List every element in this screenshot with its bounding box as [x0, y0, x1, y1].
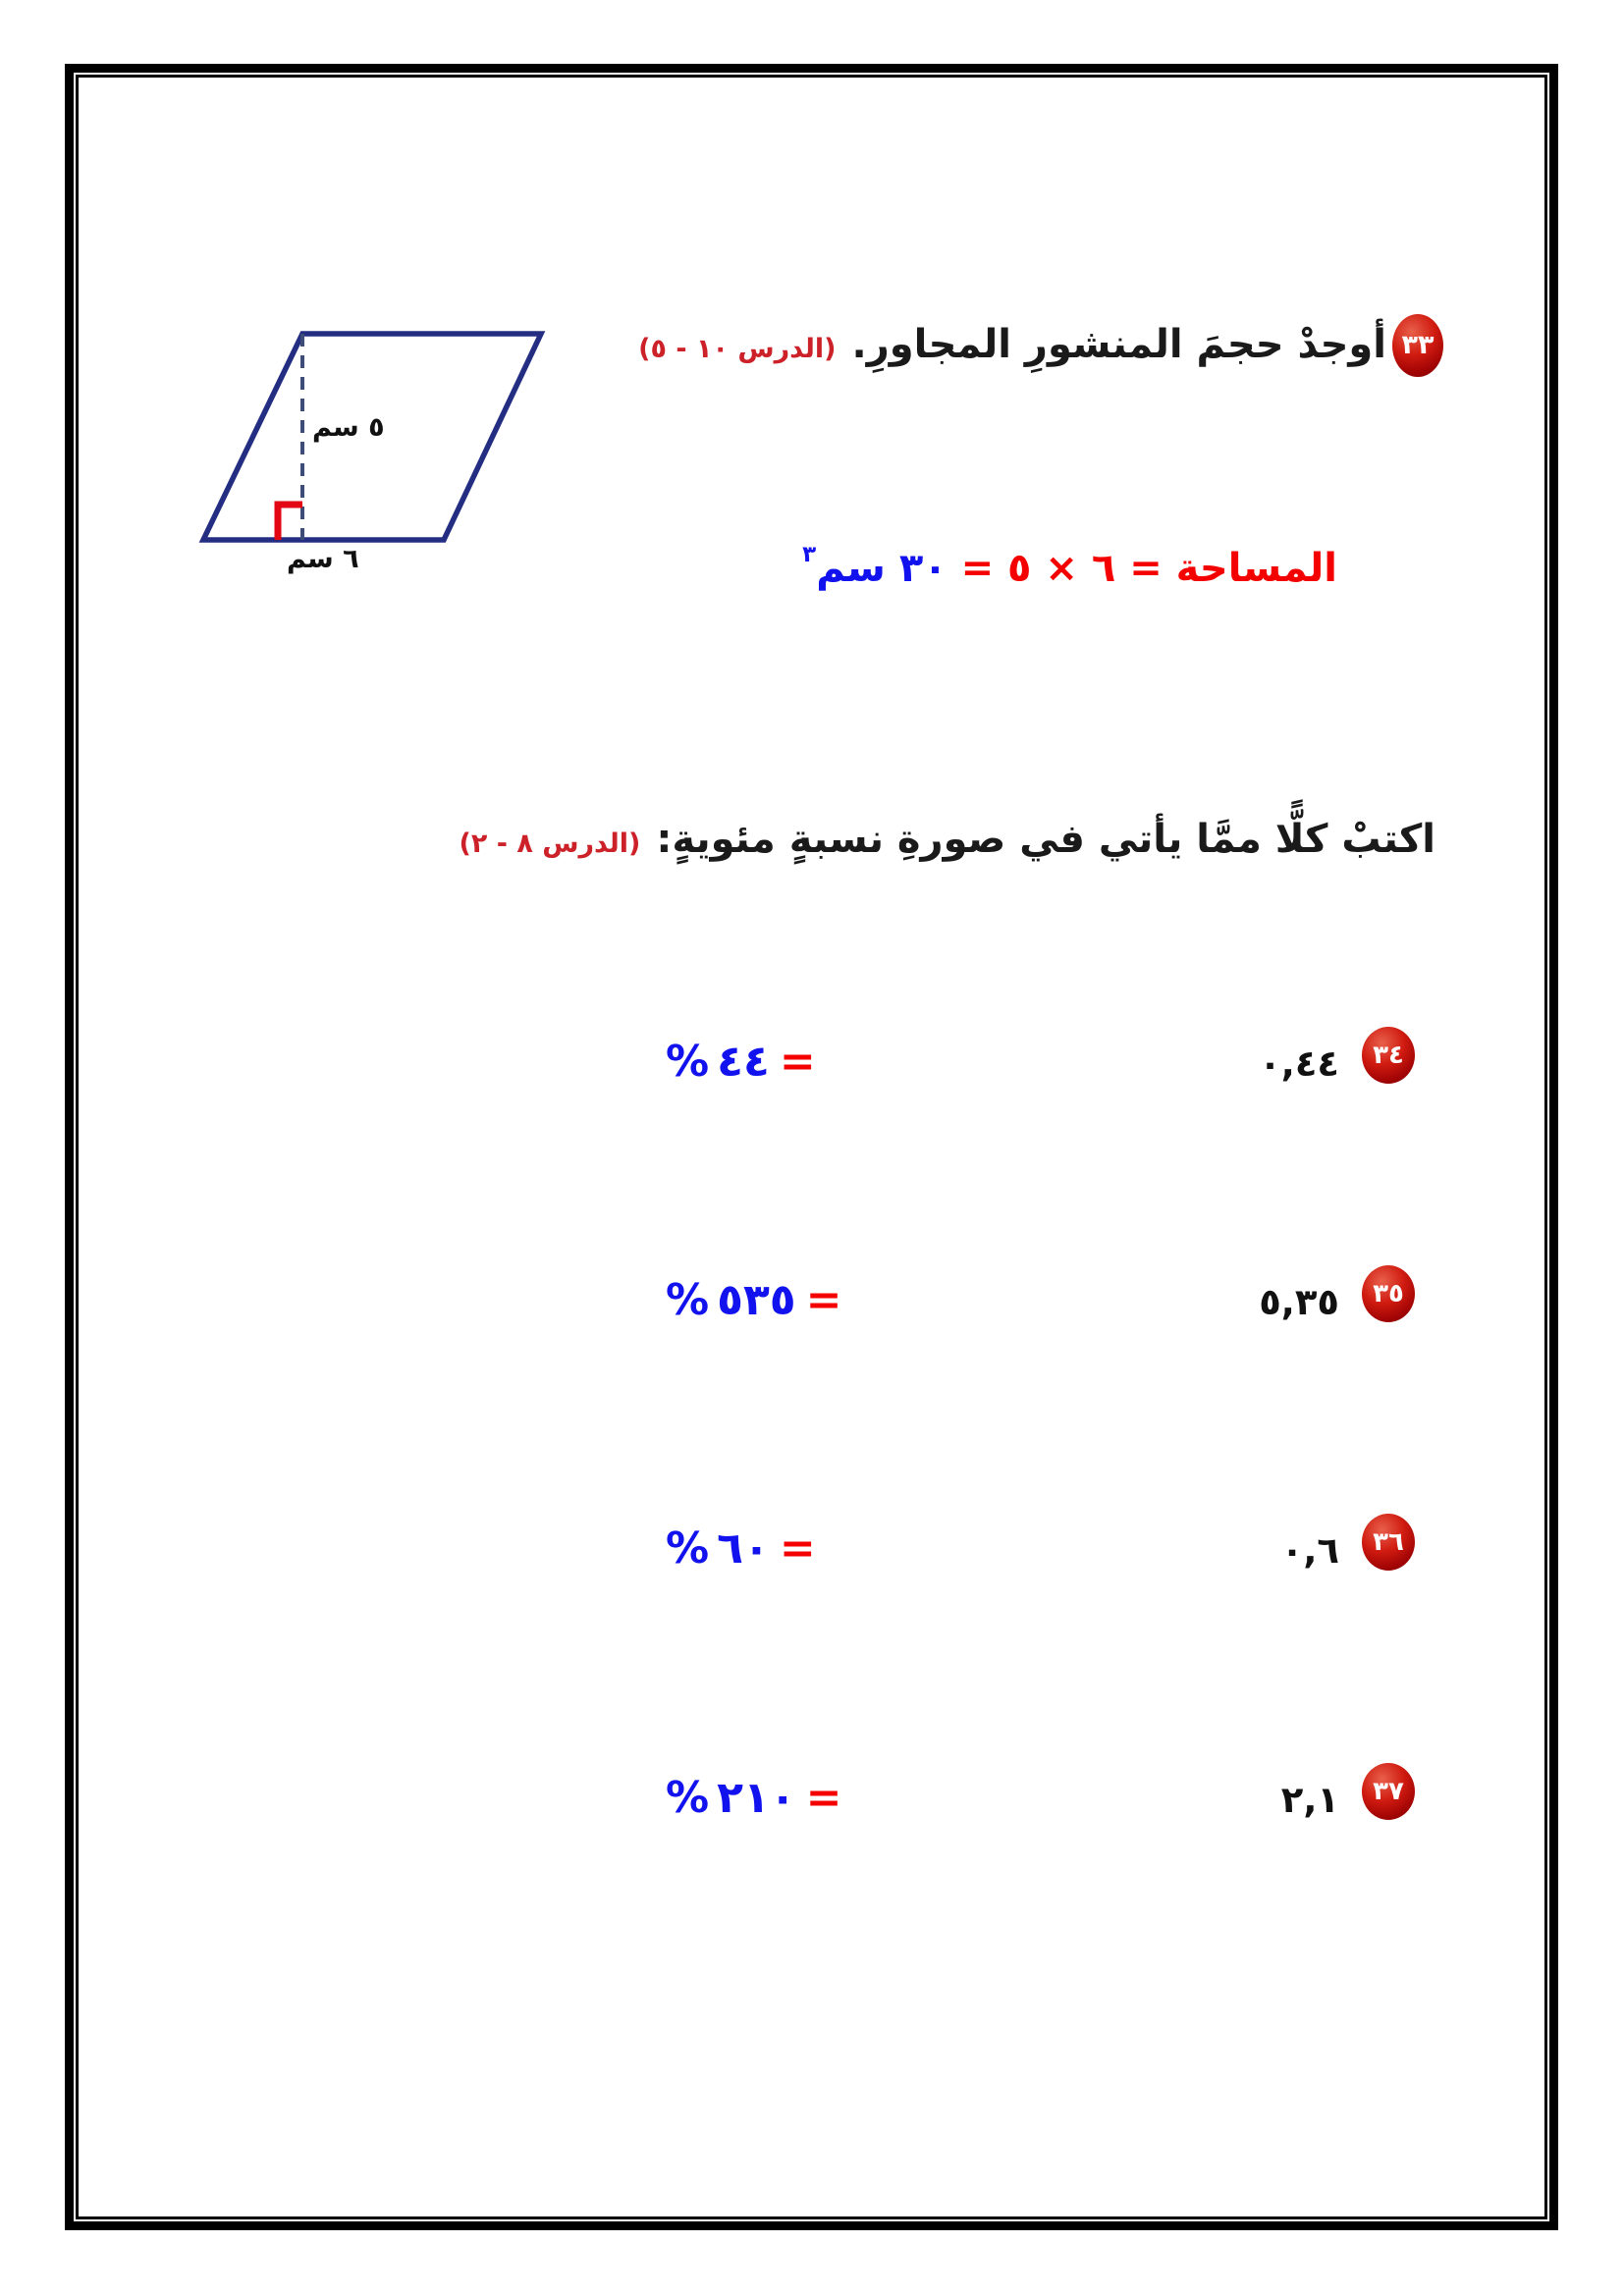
problem-answer [666, 1275, 846, 1325]
parallelogram-diagram [147, 294, 599, 618]
problem-number-badge: ٣٦ [1362, 1514, 1415, 1571]
problem-answer [666, 1773, 846, 1823]
percent-sign: % [666, 1037, 710, 1087]
answer-number: ٦٠ [717, 1523, 770, 1574]
problem-number-badge: ٣٧ [1362, 1763, 1415, 1820]
problem-answer [666, 1523, 820, 1574]
problem-row-35 [0, 1259, 1624, 1387]
equals-sign: = [805, 1773, 842, 1823]
equals-sign: = [805, 1275, 842, 1325]
answer-equation-red: المساحة = ٦ × ٥ = [960, 546, 1337, 591]
problem-33-question [638, 322, 1386, 367]
problem-value: ٥,٣٥ [1259, 1281, 1339, 1323]
percent-sign: % [666, 1523, 710, 1574]
problem-answer [666, 1037, 820, 1087]
equals-sign: = [779, 1037, 816, 1087]
problem-value: ٠,٤٤ [1259, 1042, 1339, 1085]
answer-number: ٤٤ [717, 1037, 770, 1087]
answer-number: ٥٣٥ [717, 1275, 796, 1325]
problem-number-badge: ٣٥ [1362, 1265, 1415, 1322]
base-label: ٦ سم [287, 544, 359, 574]
problem-number-badge: ٣٤ [1362, 1027, 1415, 1084]
answer-exponent: ٣ [802, 542, 817, 567]
answer-number: ٢١٠ [717, 1773, 796, 1823]
instruction-lesson-ref: (الدرس ٨ - ٢) [459, 828, 641, 859]
problem-33-text: أوجدْ حجمَ المنشورِ المجاورِ. [851, 322, 1386, 367]
equals-sign: = [779, 1523, 816, 1574]
section-instruction [459, 817, 1435, 862]
problem-row-36 [0, 1508, 1624, 1635]
answer-result-blue: ٣٠ سم [816, 546, 947, 591]
percent-sign: % [666, 1773, 710, 1823]
percent-sign: % [666, 1275, 710, 1325]
problem-row-37 [0, 1757, 1624, 1885]
problem-33-answer [802, 542, 1337, 591]
problem-number-badge: ٣٣ [1392, 314, 1443, 377]
height-label: ٥ سم [312, 412, 385, 443]
problem-row-34 [0, 1021, 1624, 1148]
problem-33-lesson-ref: (الدرس ١٠ - ٥) [638, 334, 837, 364]
problem-value: ٢,١ [1280, 1779, 1339, 1821]
instruction-text: اكتبْ كلًّا ممَّا يأتي في صورةِ نسبةٍ مئويةٍ: [656, 817, 1435, 862]
problem-value: ٠,٦ [1280, 1529, 1339, 1572]
